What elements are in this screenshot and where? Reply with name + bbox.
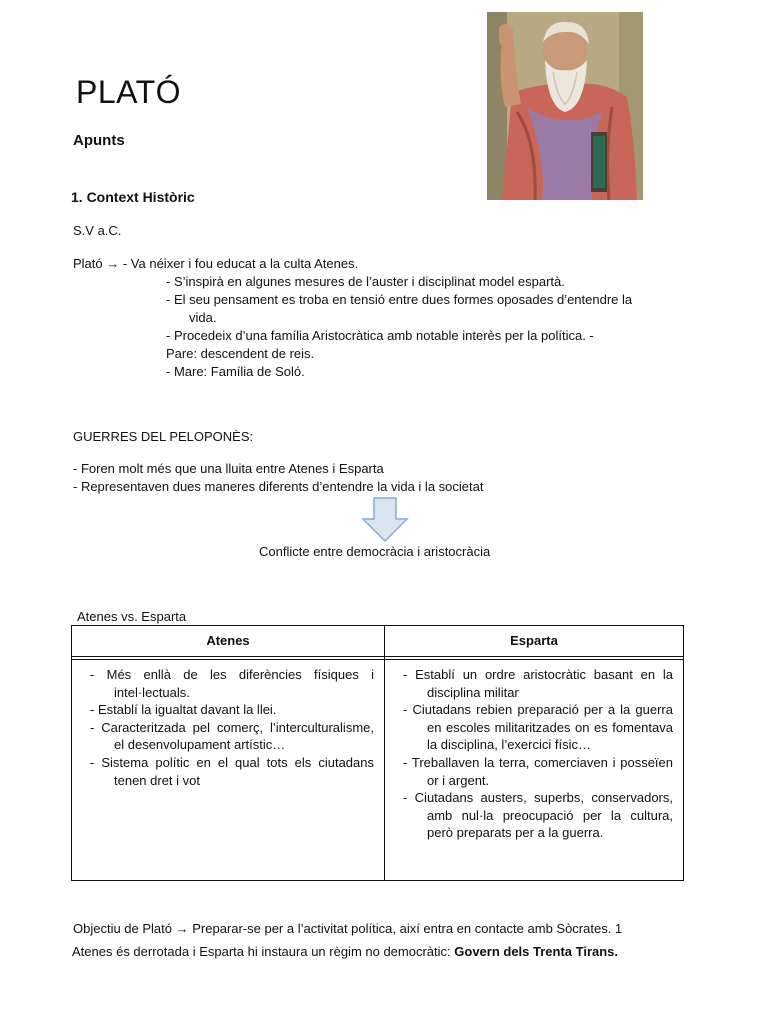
atenes-cell — [72, 660, 385, 881]
list-item: - Establí un ordre aristocràtic basant en la disciplina militar — [403, 667, 673, 700]
defeat-text-regular: Atenes és derrotada i Esparta hi instaura un règim no democràtic: — [72, 944, 455, 959]
conflict-text: Conflicte entre democràcia i aristocràcia — [259, 544, 491, 559]
plato-intro: Plató → - Va néixer i fou educat a la culta Atenes. — [73, 256, 359, 271]
plato-point-3: - Procedeix d’una família Aristocràtica amb notable interès per la política. - — [166, 328, 594, 343]
wars-point-2: - Representaven dues maneres diferents d’entendre la vida i la societat — [73, 479, 484, 494]
list-item: - Treballaven la terra, comerciaven i posseïen or i argent. — [403, 754, 673, 788]
document-title: PLATÓ — [76, 74, 182, 110]
table-header-row — [72, 626, 684, 657]
plato-point-4: Pare: descendent de reis. — [166, 346, 315, 361]
plato-point-2: - El seu pensament es troba en tensió entre dues formes oposades d’entendre la — [166, 292, 633, 307]
objective-text: Objectiu de Plató → Preparar-se per a l’activitat política, així entra en contacte amb Sòcrates. 1 — [73, 921, 623, 936]
list-item: - Caracteritzada pel comerç, l’interculturalisme, el desenvolupament artístic… — [90, 719, 374, 753]
list-item: - Ciutadans rebien preparació per a la guerra en escoles militaritzades on es fomentava la disciplina, l’exercici físic… — [403, 702, 673, 753]
era-text: S.V a.C. — [73, 223, 122, 238]
list-item: - Establí la igualtat davant la llei. — [90, 702, 277, 718]
plato-point-5: - Mare: Família de Soló. — [166, 364, 305, 379]
wars-heading: GUERRES DEL PELOPONÈS: — [73, 429, 254, 444]
list-item: - Més enllà de les diferències físiques i intel·lectuals. — [90, 667, 374, 700]
wars-point-1: - Foren molt més que una lluita entre Atenes i Esparta — [73, 461, 384, 476]
defeat-text — [72, 943, 618, 961]
table-caption: Atenes vs. Esparta — [77, 609, 187, 624]
down-arrow-icon — [361, 497, 409, 543]
document-subtitle: Apunts — [73, 132, 125, 149]
defeat-text-bold: Govern dels Trenta Tirans. — [454, 944, 619, 959]
plato-portrait-image — [487, 12, 643, 200]
plato-point-1: - S’inspirà en algunes mesures de l’auster i disciplinat model espartà. — [166, 274, 565, 289]
table-row — [72, 660, 684, 881]
header-esparta: Esparta — [385, 626, 684, 657]
section-heading: 1. Context Històric — [71, 189, 195, 205]
comparison-table — [71, 625, 684, 881]
list-item: - Ciutadans austers, superbs, conservadors, amb nul·la preocupació per la cultura, però preparats per a la guerra. — [403, 790, 673, 841]
esparta-cell — [385, 660, 684, 881]
header-atenes: Atenes — [72, 626, 385, 657]
list-item: - Sistema polític en el qual tots els ciutadans tenen dret i vot — [90, 754, 374, 788]
plato-point-2-cont: vida. — [189, 310, 217, 325]
